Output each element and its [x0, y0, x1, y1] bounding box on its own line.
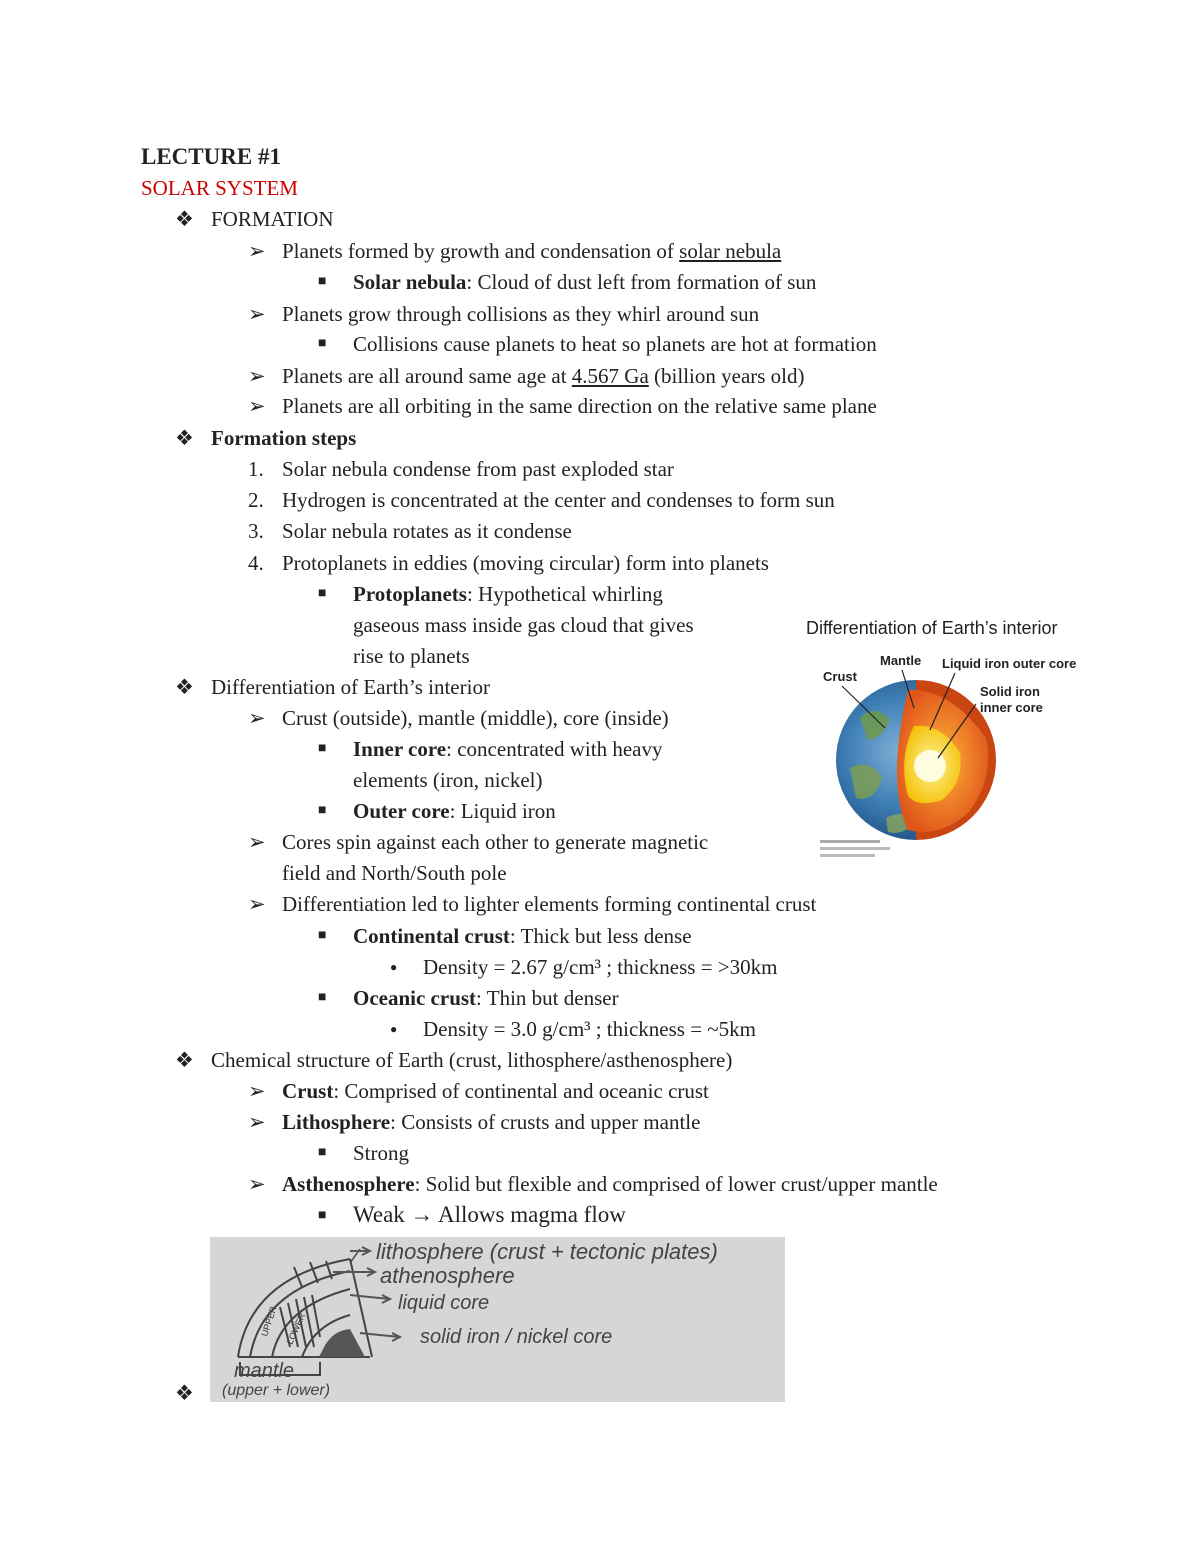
- inner-core-definition-cont: elements (iron, nickel): [353, 768, 543, 792]
- upper-label: UPPER: [259, 1305, 279, 1338]
- arrow-bullet-icon: ➢: [248, 1079, 266, 1103]
- continental-crust-definition: Continental crust: Thick but less dense: [353, 924, 692, 948]
- outer-core-label: Liquid iron outer core: [942, 656, 1077, 671]
- oceanic-crust-definition: Oceanic crust: Thin but denser: [353, 986, 619, 1010]
- arrow-bullet-icon: ➢: [248, 706, 266, 730]
- protoplanets-definition-cont: rise to planets: [353, 644, 470, 668]
- chem-heading: Chemical structure of Earth (crust, lithosphere/asthenosphere): [211, 1048, 733, 1072]
- inner-core-layer: [914, 750, 946, 782]
- step-item: Solar nebula rotates as it condense: [282, 519, 572, 543]
- mantle-label: mantle: [234, 1360, 295, 1382]
- oceanic-crust-detail: Density = 3.0 g/cm³ ; thickness = ~5km: [423, 1017, 756, 1041]
- arrow-bullet-icon: ➢: [248, 892, 266, 916]
- formation-bullet-4: Planets are all orbiting in the same direction on the relative same plane: [282, 394, 877, 418]
- asthenosphere-definition: Asthenosphere: Solid but flexible and comprised of lower crust/upper mantle: [282, 1172, 938, 1196]
- square-bullet-icon: ■: [318, 1145, 327, 1160]
- arrow-bullet-icon: ➢: [248, 394, 266, 418]
- age-link: 4.567 Ga: [571, 364, 649, 388]
- protoplanets-definition: Protoplanets: Hypothetical whirling: [353, 582, 663, 606]
- formation-heading: FORMATION: [211, 207, 334, 231]
- diff-bullet-2: Cores spin against each other to generate magnetic: [282, 830, 709, 854]
- page-title: LECTURE #1: [141, 144, 281, 169]
- hand-drawn-layers-figure: [210, 1237, 785, 1402]
- formation-bullet-1: Planets formed by growth and condensation of solar nebula: [282, 239, 782, 263]
- diamond-bullet-icon: ❖: [175, 207, 194, 231]
- arrow-bullet-icon: ➢: [248, 1172, 266, 1196]
- step-number: 3.: [248, 519, 264, 543]
- asthenosphere-sub: Weak → Allows magma flow: [353, 1202, 626, 1227]
- dot-bullet-icon: ●: [390, 1022, 398, 1036]
- figure-title: Differentiation of Earth’s interior: [806, 618, 1058, 638]
- lithosphere-label: lithosphere (crust + tectonic plates): [376, 1239, 718, 1264]
- step-number: 4.: [248, 551, 264, 575]
- lithosphere-definition: Lithosphere: Consists of crusts and upper mantle: [282, 1110, 701, 1134]
- hand-drawn-layers-diagram: [210, 1237, 785, 1402]
- diff-bullet-1: Crust (outside), mantle (middle), core (inside): [282, 706, 669, 730]
- steps-heading: Formation steps: [211, 426, 357, 450]
- square-bullet-icon: ■: [318, 928, 327, 943]
- diamond-bullet-icon: ❖: [175, 1381, 194, 1405]
- diamond-bullet-icon: ❖: [175, 1048, 194, 1072]
- diff-heading: Differentiation of Earth’s interior: [211, 675, 490, 699]
- arrow-bullet-icon: ➢: [248, 302, 266, 326]
- square-bullet-icon: ■: [318, 336, 327, 351]
- lower-label: LOWER: [284, 1311, 308, 1346]
- formation-bullet-3: Planets are all around same age at 4.567 Ga (billion years old): [282, 364, 805, 388]
- solar-nebula-definition: Solar nebula: Cloud of dust left from formation of sun: [353, 270, 817, 294]
- square-bullet-icon: ■: [318, 741, 327, 756]
- diamond-bullet-icon: ❖: [175, 675, 194, 699]
- step-item: Hydrogen is concentrated at the center and condenses to form sun: [282, 488, 835, 512]
- crust-label: Crust: [823, 669, 857, 684]
- diff-bullet-3: Differentiation led to lighter elements forming continental crust: [282, 892, 817, 916]
- arrow-bullet-icon: ➢: [248, 1110, 266, 1134]
- inner-core-label-1: Solid iron: [980, 684, 1040, 699]
- protoplanets-definition-cont: gaseous mass inside gas cloud that gives: [353, 613, 694, 637]
- inner-core-definition: Inner core: concentrated with heavy: [353, 737, 663, 761]
- step-item: Protoplanets in eddies (moving circular) form into planets: [282, 551, 769, 575]
- crust-definition: Crust: Comprised of continental and oceanic crust: [282, 1079, 709, 1103]
- step-number: 2.: [248, 488, 264, 512]
- solar-nebula-link: solar nebula: [679, 239, 782, 263]
- section-title: SOLAR SYSTEM: [141, 176, 298, 200]
- formation-bullet-2: Planets grow through collisions as they whirl around sun: [282, 302, 760, 326]
- dot-bullet-icon: ●: [390, 960, 398, 974]
- asthenosphere-label: athenosphere: [380, 1263, 515, 1288]
- liquid-core-label: liquid core: [398, 1292, 490, 1314]
- arrow-bullet-icon: ➢: [248, 239, 266, 263]
- square-bullet-icon: ■: [318, 1208, 327, 1223]
- square-bullet-icon: ■: [318, 274, 327, 289]
- formation-bullet-2-sub: Collisions cause planets to heat so planets are hot at formation: [353, 332, 877, 356]
- earth-interior-figure: [790, 608, 1110, 868]
- step-item: Solar nebula condense from past exploded star: [282, 457, 674, 481]
- step-number: 1.: [248, 457, 264, 481]
- lithosphere-sub: Strong: [353, 1141, 410, 1165]
- arrow-bullet-icon: ➢: [248, 364, 266, 388]
- diamond-bullet-icon: ❖: [175, 426, 194, 450]
- square-bullet-icon: ■: [318, 990, 327, 1005]
- earth-interior-diagram: [790, 608, 1110, 868]
- mantle-label: Mantle: [880, 653, 922, 668]
- square-bullet-icon: ■: [318, 586, 327, 601]
- mantle-sub-label: (upper + lower): [222, 1382, 331, 1399]
- continental-crust-detail: Density = 2.67 g/cm³ ; thickness = >30km: [423, 955, 778, 979]
- solid-core-label: solid iron / nickel core: [420, 1326, 613, 1348]
- inner-core-label-2: inner core: [980, 700, 1043, 715]
- square-bullet-icon: ■: [318, 803, 327, 818]
- arrow-bullet-icon: ➢: [248, 830, 266, 854]
- outer-core-definition: Outer core: Liquid iron: [353, 799, 556, 823]
- diff-bullet-2-cont: field and North/South pole: [282, 861, 507, 885]
